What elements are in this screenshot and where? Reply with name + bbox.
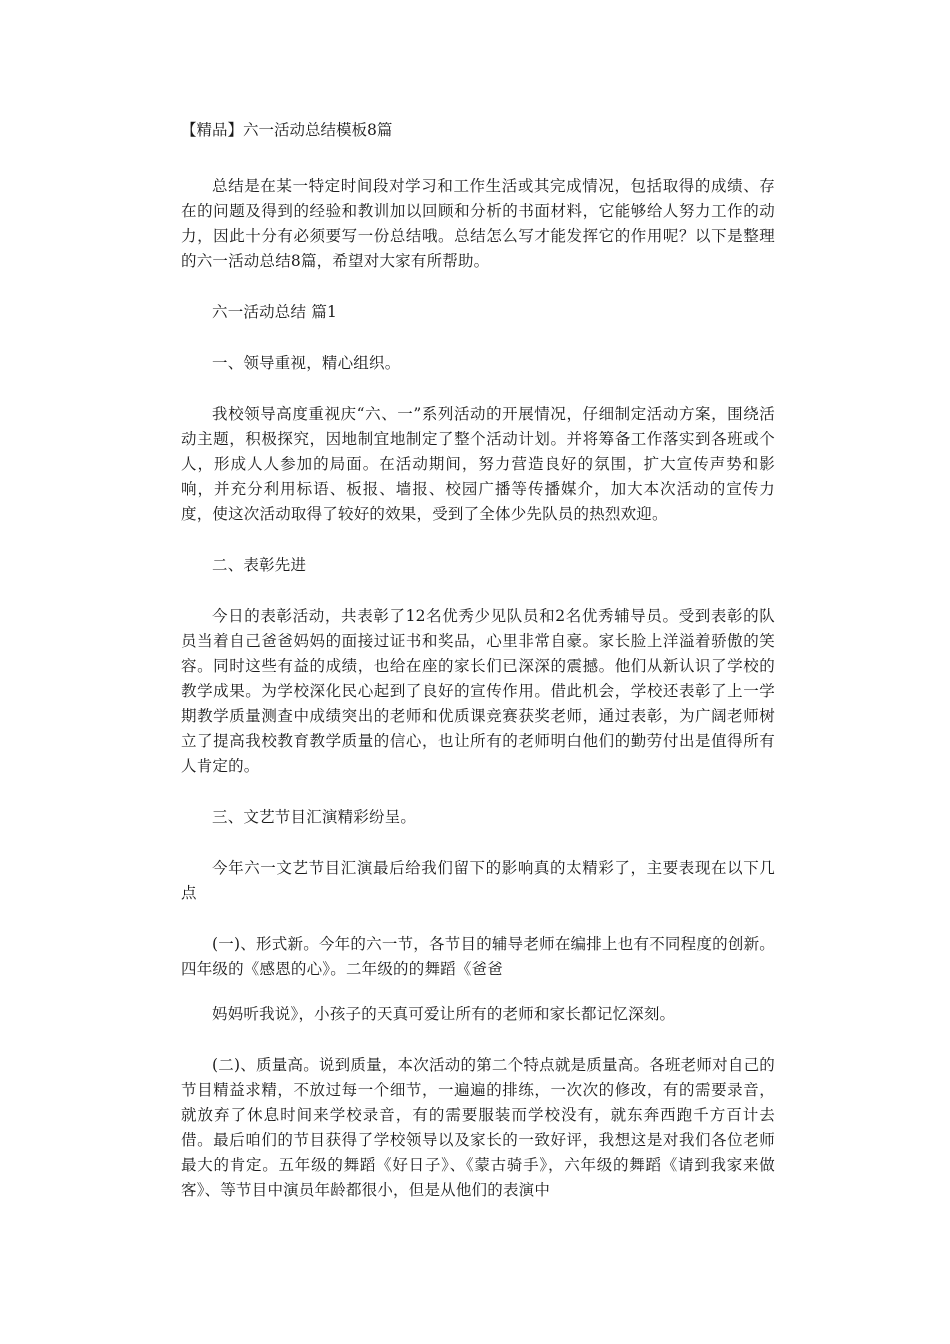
paragraph-commendation: 今日的表彰活动，共表彰了12名优秀少见队员和2名优秀辅导员。受到表彰的队员当着自己爸爸妈妈的面接过证书和奖品，心里非常自豪。家长脸上洋溢着骄傲的笑容。同时这些有益的成绩，也给在座的家长们已深深的震撼。他们从新认识了学校的教学成果。为学校深化民心起到了良好的宣传作用。借此机会，学校还表彰了上一学期教学质量测查中成绩突出的老师和优质课竞赛获奖老师，通过表彰，为广阔老师树立了提高我校教育教学质量的信心，也让所有的老师明白他们的勤劳付出是值得所有人肯定的。	[181, 607, 775, 775]
document-page	[181, 118, 775, 1229]
subheading-leadership: 一、领导重视，精心组织。	[212, 354, 401, 372]
subheading-commendation: 二、表彰先进	[212, 556, 307, 574]
section-heading-part1: 六一活动总结 篇1	[212, 303, 338, 321]
intro-paragraph: 总结是在某一特定时间段对学习和工作生活或其完成情况，包括取得的成绩、存在的问题及得到的经验和教训加以回顾和分析的书面材料，它能够给人努力工作的动力，因此十分有必须要写一份总结哦。总结怎么写才能发挥它的作用呢？以下是整理的六一活动总结8篇，希望对大家有所帮助。	[181, 177, 775, 270]
subheading-performance: 三、文艺节目汇演精彩纷呈。	[212, 808, 417, 826]
paragraph-new-forms: (一)、形式新。今年的六一节，各节目的辅导老师在编排上也有不同程度的创新。四年级的《感恩的心》。二年级的的舞蹈《爸爸	[181, 935, 775, 978]
paragraph-leadership: 我校领导高度重视庆“六、一”系列活动的开展情况，仔细制定活动方案，围绕活动主题，积极探究，因地制宜地制定了整个活动计划。并将筹备工作落实到各班或个人，形成人人参加的局面。在活动期间，努力营造良好的氛围，扩大宣传声势和影响，并充分利用标语、板报、墙报、校园广播等传播媒介，加大本次活动的宣传力度，使这次活动取得了较好的效果，受到了全体少先队员的热烈欢迎。	[181, 405, 775, 523]
paragraph-new-forms-continued: 妈妈听我说》，小孩子的天真可爱让所有的老师和家长都记忆深刻。	[212, 1005, 676, 1023]
paragraph-high-quality: (二)、质量高。说到质量，本次活动的第二个特点就是质量高。各班老师对自己的节目精益求精，不放过每一个细节，一遍遍的排练，一次次的修改，有的需要录音，就放弃了休息时间来学校录音，有的需要服装而学校没有，就东奔西跑千方百计去借。最后咱们的节目获得了学校领导以及家长的一致好评，我想这是对我们各位老师最大的肯定。五年级的舞蹈《好日子》、《蒙古骑手》，六年级的舞蹈《请到我家来做客》、等节目中演员年龄都很小，但是从他们的表演中	[181, 1056, 775, 1199]
paragraph-performance-intro: 今年六一文艺节目汇演最后给我们留下的影响真的太精彩了，主要表现在以下几点	[181, 859, 775, 902]
document-title: 【精品】六一活动总结模板8篇	[181, 121, 393, 139]
